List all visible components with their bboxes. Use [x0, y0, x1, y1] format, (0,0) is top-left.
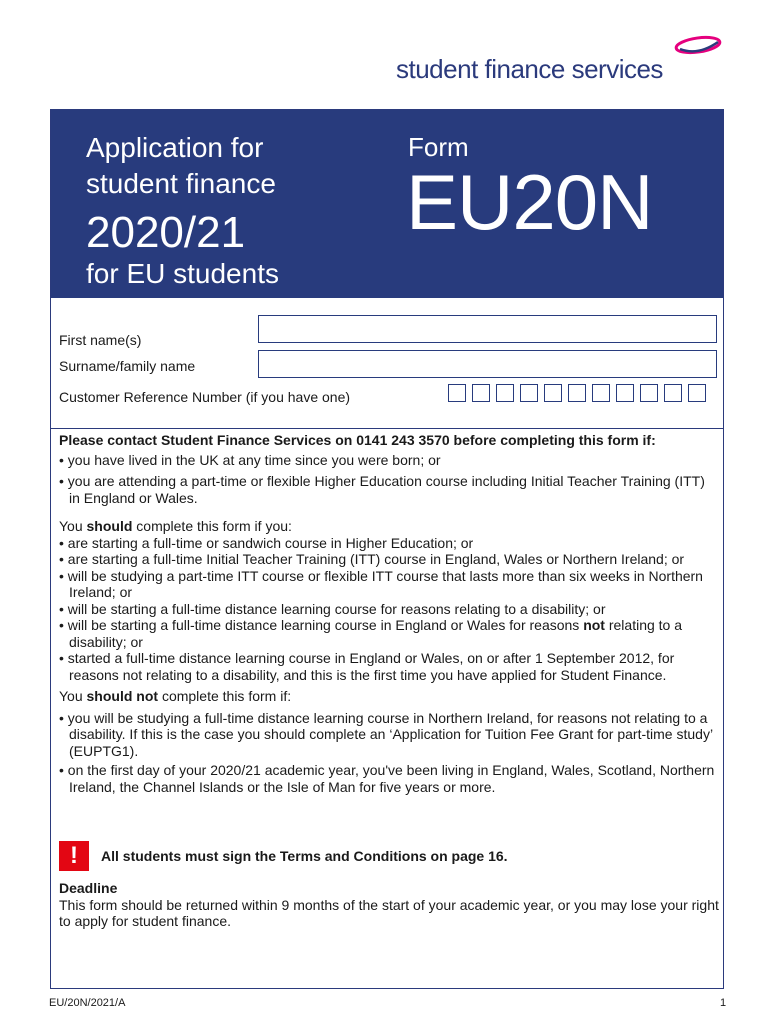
crn-digit-box[interactable] — [616, 384, 634, 402]
surname-label: Surname/family name — [59, 358, 196, 374]
list-item — [59, 617, 719, 650]
crn-digit-box[interactable] — [520, 384, 538, 402]
title-banner — [51, 110, 723, 298]
applicant-details — [51, 298, 723, 429]
crn-field — [448, 384, 706, 402]
list-item: • will be starting a full-time distance learning course for reasons relating to a disability; or — [59, 600, 606, 617]
should-intro-suffix: complete this form if you: — [132, 518, 292, 534]
first-name-field[interactable] — [258, 315, 717, 343]
should-not-intro-bold: should not — [86, 688, 159, 704]
should-not-intro-prefix: You — [59, 688, 87, 704]
list-item: • are starting a full-time Initial Teacher Training (ITT) course in England, Wales or Northern Ireland; or — [59, 551, 685, 567]
should-list — [59, 535, 719, 684]
list-item: • on the first day of your 2020/21 academic year, you've been living in England, Wales, Scotland, Northern Ireland, the Channel Islands or the Isle of Man for five years or more. — [59, 762, 715, 795]
contact-heading: Please contact Student Finance Services on 0141 243 3570 before completing this form if: — [59, 432, 656, 448]
deadline-section — [59, 880, 719, 930]
first-name-label: First name(s) — [59, 332, 142, 348]
banner-title-line2: student finance — [86, 168, 276, 199]
warning-icon: ! — [59, 841, 89, 871]
crn-digit-box[interactable] — [544, 384, 562, 402]
form-code: EU20N — [406, 158, 653, 246]
contact-list — [59, 452, 719, 507]
list-item: • you will be studying a full-time distance learning course in Northern Ireland, for reasons not relating to a disability. If this is the case you should complete an ‘Application for Tuition Fee Grant for part-time study’ (EUPTG1). — [59, 709, 713, 759]
list-item: • are starting a full-time or sandwich course in Higher Education; or — [59, 534, 474, 551]
list-item-bold: not — [583, 617, 605, 633]
should-not-intro-suffix: complete this form if: — [158, 688, 292, 704]
crn-digit-box[interactable] — [472, 384, 490, 402]
deadline-text: This form should be returned within 9 months of the start of your academic year, or you may lose your right to apply for student finance. — [59, 896, 719, 929]
instructions — [59, 432, 719, 795]
crn-digit-box[interactable] — [496, 384, 514, 402]
crn-digit-box[interactable] — [640, 384, 658, 402]
form-reference: EU/20N/2021/A — [49, 997, 126, 1009]
list-item: • will be studying a part-time ITT course or flexible ITT course that lasts more than six weeks in Northern Ireland; or — [59, 567, 703, 600]
crn-digit-box[interactable] — [592, 384, 610, 402]
signature-notice — [59, 841, 699, 871]
banner-title-line1: Application for — [86, 132, 264, 163]
crn-digit-box[interactable] — [688, 384, 706, 402]
logo-swirl-icon — [672, 34, 724, 56]
form-frame — [50, 109, 724, 989]
should-not-intro — [59, 688, 719, 705]
page-number: 1 — [720, 997, 727, 1009]
deadline-heading: Deadline — [59, 880, 118, 896]
banner-title — [86, 130, 276, 202]
notice-text: All students must sign the Terms and Conditions on page 16. — [101, 848, 508, 864]
list-item: • you have lived in the UK at any time since you were born; or — [59, 451, 441, 468]
banner-year: 2020/21 — [86, 208, 246, 257]
logo-text: student finance services — [396, 54, 663, 84]
brand-logo — [396, 34, 726, 84]
form-label: Form — [408, 132, 469, 162]
crn-digit-box[interactable] — [664, 384, 682, 402]
crn-digit-box[interactable] — [448, 384, 466, 402]
list-item-suffix: relating to a disability; or — [69, 617, 683, 650]
should-intro-bold: should — [86, 518, 133, 534]
crn-digit-box[interactable] — [568, 384, 586, 402]
should-intro — [59, 518, 719, 535]
list-item-text: • will be starting a full-time distance learning course in England or Wales for reasons — [59, 617, 584, 633]
list-item: • started a full-time distance learning course in England or Wales, on or after 1 September 2012, for reasons not relating to a disability, and this is the first time you have applied for Student Finance. — [59, 650, 675, 683]
should-not-list — [59, 710, 719, 796]
should-intro-prefix: You — [59, 518, 87, 534]
surname-field[interactable] — [258, 350, 717, 378]
list-item: • you are attending a part-time or flexible Higher Education course including Initial Teacher Training (ITT) in England or Wales. — [59, 473, 705, 506]
banner-subtitle: for EU students — [86, 258, 279, 289]
crn-label: Customer Reference Number (if you have one) — [59, 389, 351, 405]
